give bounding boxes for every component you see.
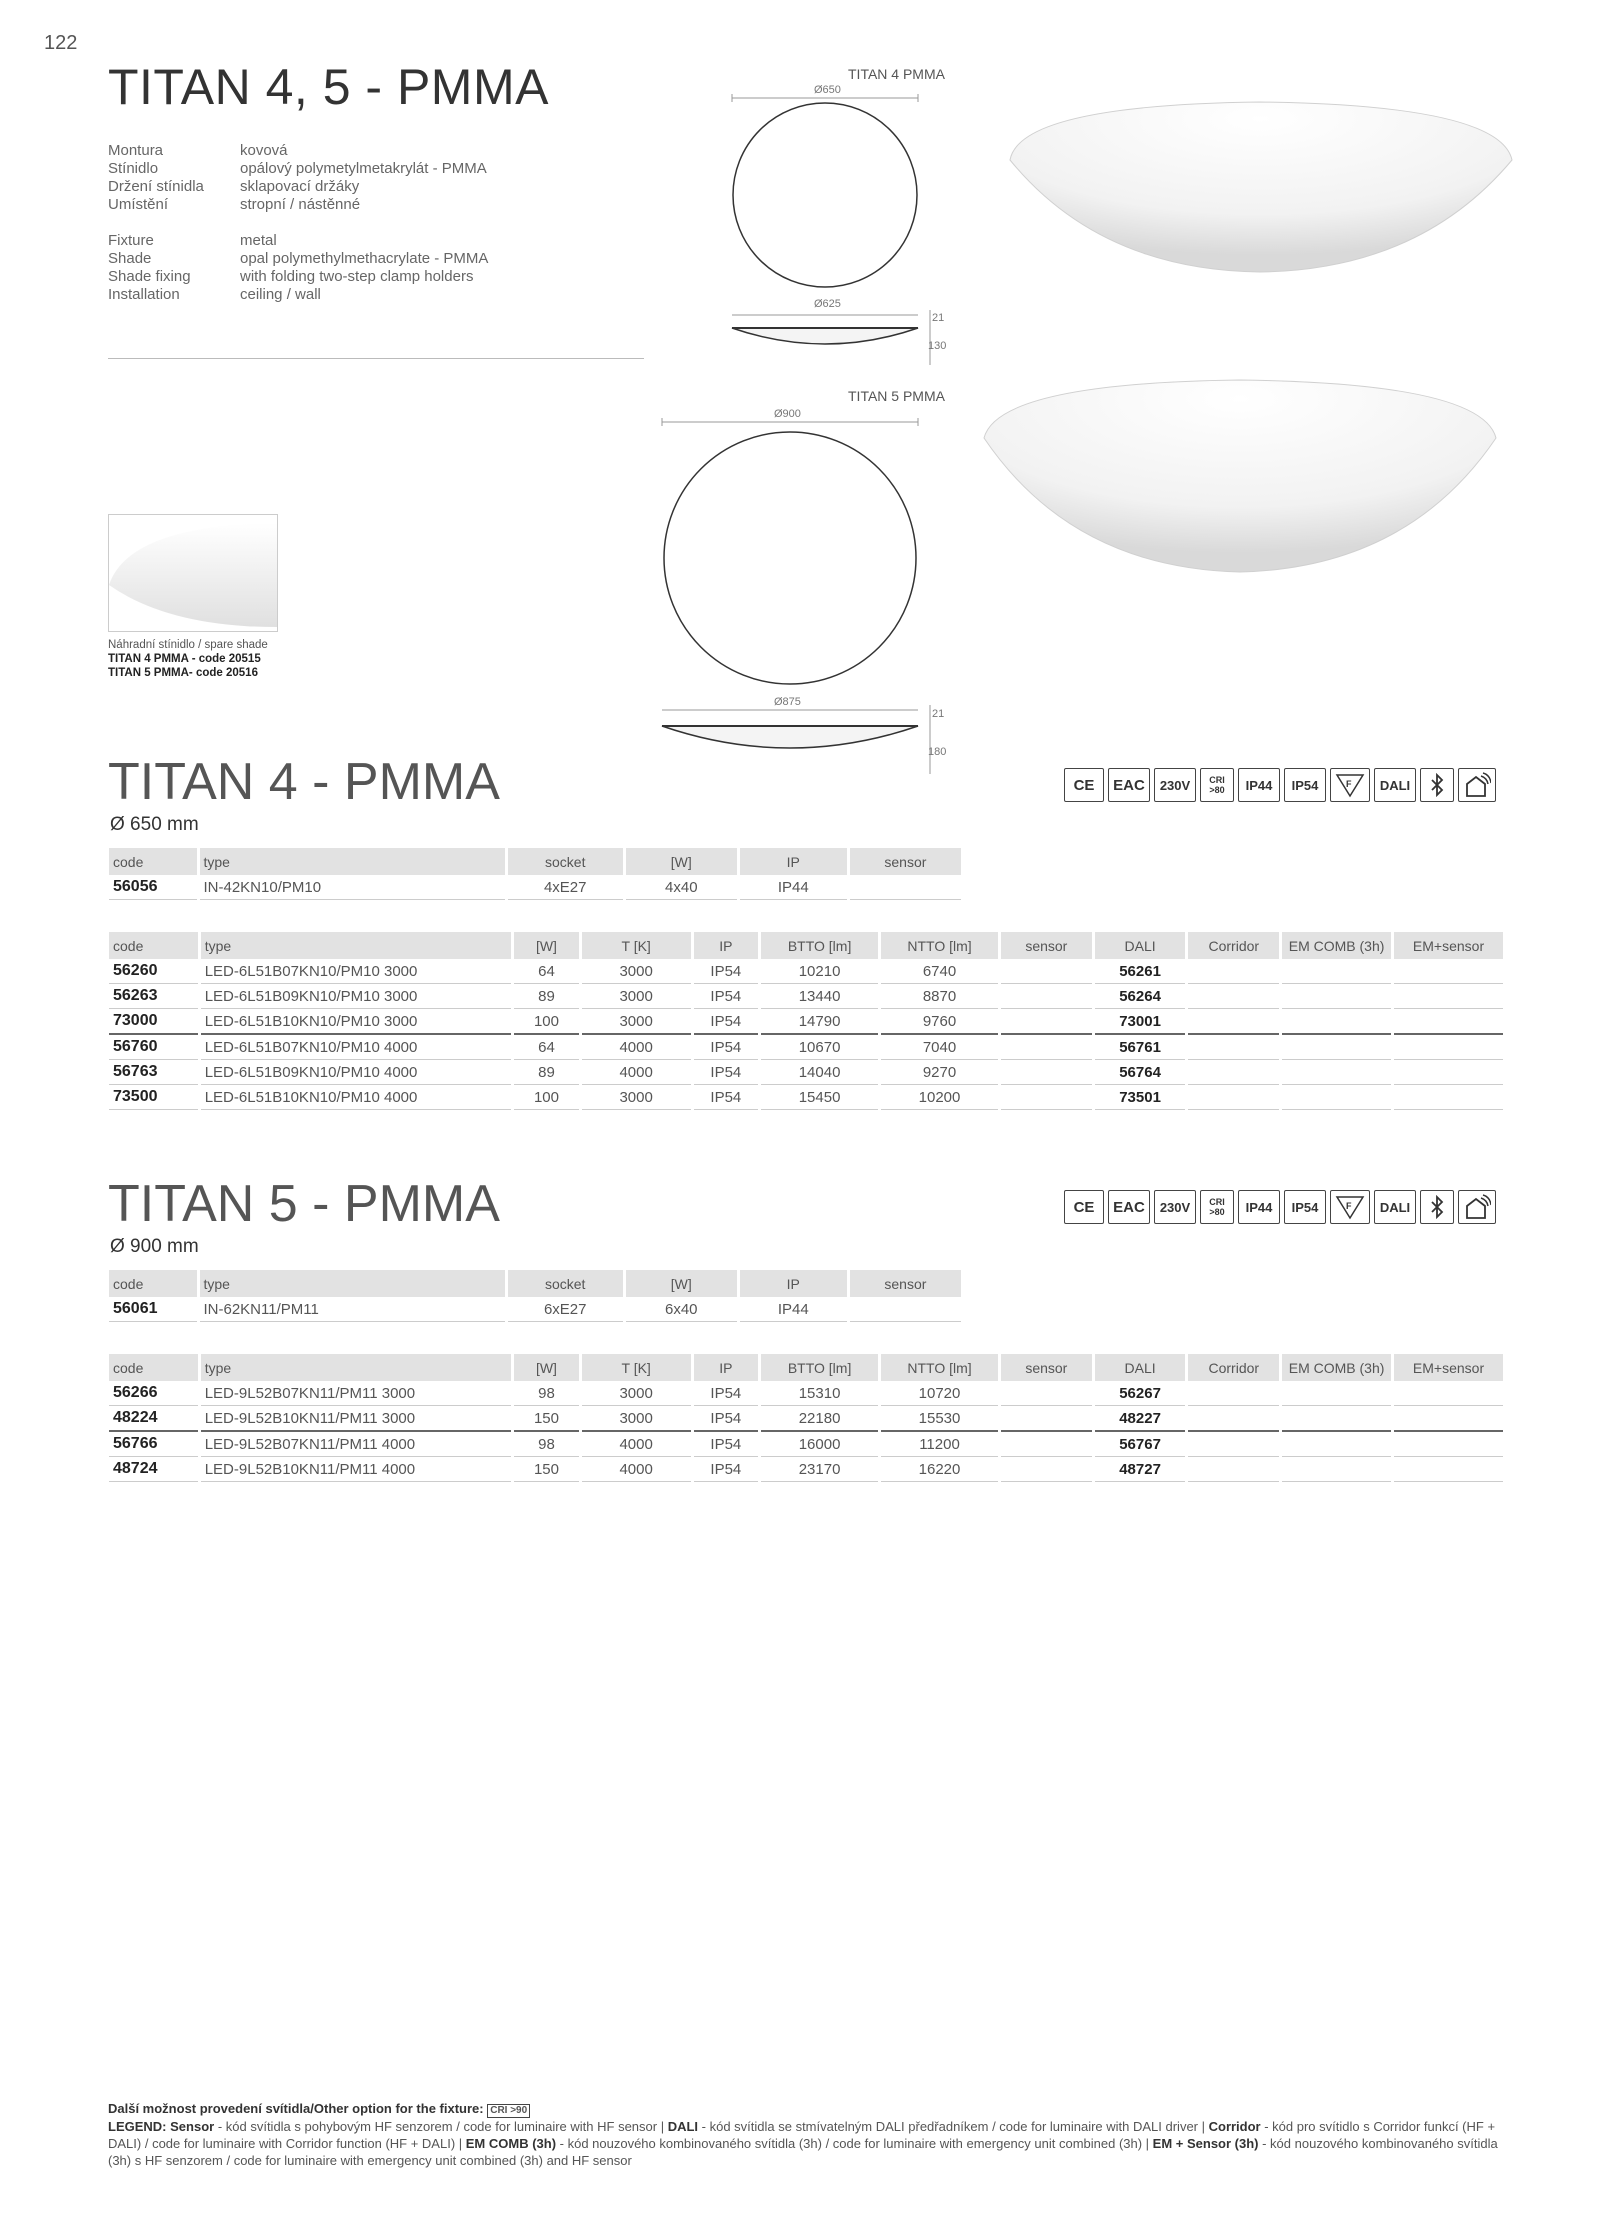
- cell-sensor: [1001, 1406, 1092, 1432]
- smart-home-glyph: [1463, 772, 1491, 798]
- cell-sensor: [1001, 1009, 1092, 1035]
- cell-emsensor: [1394, 959, 1503, 984]
- cell-corridor: [1188, 1457, 1279, 1482]
- cell-type: LED-6L51B10KN10/PM10 3000: [201, 1009, 512, 1035]
- cell-watt: 98: [514, 1432, 579, 1457]
- cell-corridor: [1188, 1406, 1279, 1432]
- cell-code: 56266: [109, 1381, 198, 1406]
- ip44-icon: IP44: [1238, 1190, 1280, 1224]
- dali-icon: DALI: [1374, 768, 1416, 802]
- titan4-top-dimension: Ø650: [814, 84, 841, 96]
- col-header: sensor: [850, 1270, 961, 1297]
- other-option-label: Další možnost provedení svítidla/Other option for the fixture:: [108, 2101, 484, 2116]
- cell-type: LED-6L51B09KN10/PM10 4000: [201, 1060, 512, 1085]
- col-header: [W]: [626, 848, 737, 875]
- cell-ip: IP44: [740, 1297, 847, 1322]
- cell-sensor: [1001, 959, 1092, 984]
- voltage-230v-icon: 230V: [1154, 768, 1196, 802]
- col-header: IP: [694, 932, 759, 959]
- table-header-row: [109, 932, 1503, 959]
- cell-ip: IP44: [740, 875, 847, 900]
- cell-temperature: 3000: [582, 1381, 691, 1406]
- cell-dali: 56264: [1095, 984, 1186, 1009]
- col-header: type: [200, 848, 505, 875]
- cell-ip: IP54: [694, 1060, 759, 1085]
- cell-corridor: [1188, 1381, 1279, 1406]
- cell-ntto: 11200: [881, 1432, 998, 1457]
- cell-ip: IP54: [694, 1381, 759, 1406]
- titan5-side-outline: [662, 726, 918, 748]
- col-header: DALI: [1095, 932, 1186, 959]
- cell-corridor: [1188, 984, 1279, 1009]
- cell-dali: 73501: [1095, 1085, 1186, 1110]
- cell-btto: 15450: [761, 1085, 878, 1110]
- technical-drawings: [640, 60, 960, 780]
- cell-temperature: 3000: [582, 1406, 691, 1432]
- cell-code: 56056: [109, 875, 197, 900]
- cell-type: LED-6L51B07KN10/PM10 3000: [201, 959, 512, 984]
- col-header: code: [109, 848, 197, 875]
- cell-emsensor: [1394, 1085, 1503, 1110]
- table-row: [109, 875, 961, 900]
- ce-icon: CE: [1064, 1190, 1104, 1224]
- spec-key: Stínidlo: [108, 160, 159, 177]
- col-header: [W]: [514, 932, 579, 959]
- page-number: 122: [44, 32, 78, 54]
- page-title: TITAN 4, 5 - PMMA: [108, 59, 549, 115]
- spec-value: opálový polymetylmetakrylát - PMMA: [240, 160, 487, 177]
- table-header-row: [109, 1354, 1503, 1381]
- titan5-side-dimension: Ø875: [774, 696, 801, 708]
- cell-emsensor: [1394, 984, 1503, 1009]
- cell-watt: 4x40: [626, 875, 737, 900]
- cell-corridor: [1188, 959, 1279, 984]
- table-row: [109, 1297, 961, 1322]
- spec-value: stropní / nástěnné: [240, 196, 361, 213]
- cell-watt: 100: [514, 1085, 579, 1110]
- titan4-classic-table: [106, 848, 964, 900]
- cell-watt: 98: [514, 1381, 579, 1406]
- legend-sensor-text: - kód svítidla s pohybovým HF senzorem / code for luminaire with HF sensor |: [214, 2119, 668, 2134]
- cell-dali: 56761: [1095, 1035, 1186, 1060]
- cell-emsensor: [1394, 1432, 1503, 1457]
- cell-ip: IP54: [694, 984, 759, 1009]
- cell-type: LED-6L51B07KN10/PM10 4000: [201, 1035, 512, 1060]
- spec-value: with folding two-step clamp holders: [240, 268, 474, 285]
- cell-emsensor: [1394, 1381, 1503, 1406]
- col-header: EM COMB (3h): [1282, 932, 1391, 959]
- table-row: [109, 1381, 1503, 1406]
- cell-ip: IP54: [694, 1009, 759, 1035]
- cri-90-icon: CRI >90: [487, 2104, 530, 2118]
- cell-dali: 56261: [1095, 959, 1186, 984]
- spare-shade-image: [108, 514, 278, 632]
- cri-80-icon: CRI >80: [1200, 768, 1234, 802]
- titan5-shade: [984, 380, 1496, 572]
- col-header: T [K]: [582, 932, 691, 959]
- cell-socket: 6xE27: [508, 1297, 623, 1322]
- cell-sensor: [1001, 1381, 1092, 1406]
- ip54-icon: IP54: [1284, 768, 1326, 802]
- certification-icons: [1064, 1190, 1496, 1224]
- col-header: code: [109, 1354, 198, 1381]
- table-row: [109, 959, 1503, 984]
- cell-ip: IP54: [694, 1406, 759, 1432]
- cell-sensor: [1001, 1432, 1092, 1457]
- f-triangle-shape: [1335, 772, 1365, 798]
- f-mark-icon: [1330, 1190, 1370, 1224]
- col-header: IP: [694, 1354, 759, 1381]
- legend-emsensor-label: EM + Sensor (3h): [1152, 2136, 1259, 2151]
- spec-value: opal polymethylmethacrylate - PMMA: [240, 250, 489, 267]
- cell-dali: 56267: [1095, 1381, 1186, 1406]
- cell-watt: 64: [514, 959, 579, 984]
- cell-corridor: [1188, 1009, 1279, 1035]
- col-header: socket: [508, 1270, 623, 1297]
- col-header: type: [201, 1354, 512, 1381]
- col-header: sensor: [850, 848, 961, 875]
- cell-corridor: [1188, 1432, 1279, 1457]
- cell-ntto: 10200: [881, 1085, 998, 1110]
- titan5-diameter: Ø 900 mm: [110, 1236, 199, 1257]
- ce-icon: CE: [1064, 768, 1104, 802]
- spec-key: Umístění: [108, 196, 169, 213]
- cell-emcomb: [1282, 959, 1391, 984]
- cell-dali: 73001: [1095, 1009, 1186, 1035]
- spec-value: ceiling / wall: [240, 286, 321, 303]
- cell-dali: 56767: [1095, 1432, 1186, 1457]
- ip44-icon: IP44: [1238, 768, 1280, 802]
- spec-value: kovová: [240, 142, 288, 159]
- cri-80-icon: CRI >80: [1200, 1190, 1234, 1224]
- legend-emsensor-text: - kód nouzového kombinovaného svítidla (3h) s HF senzorem / code for luminaire with emergency unit combined (3h) and HF sensor: [108, 2136, 1498, 2168]
- col-header: EM+sensor: [1394, 1354, 1503, 1381]
- cell-btto: 23170: [761, 1457, 878, 1482]
- col-header: NTTO [lm]: [881, 932, 998, 959]
- spec-key: Shade fixing: [108, 268, 191, 285]
- specs: [108, 142, 488, 304]
- cell-sensor: [850, 1297, 961, 1322]
- cell-dali: 48727: [1095, 1457, 1186, 1482]
- certification-icons: [1064, 768, 1496, 802]
- col-header: [W]: [626, 1270, 737, 1297]
- titan4-diameter: Ø 650 mm: [110, 814, 199, 835]
- legend-emcomb-label: EM COMB (3h): [465, 2136, 557, 2151]
- cell-code: 48224: [109, 1406, 198, 1432]
- cell-emcomb: [1282, 1406, 1391, 1432]
- cell-ip: IP54: [694, 1035, 759, 1060]
- cell-btto: 15310: [761, 1381, 878, 1406]
- spare-shade-drawing: [109, 515, 277, 631]
- cell-watt: 150: [514, 1406, 579, 1432]
- cell-sensor: [1001, 1085, 1092, 1110]
- cell-code: 56061: [109, 1297, 197, 1322]
- table-header-row: [109, 848, 961, 875]
- smart-home-glyph: [1463, 1194, 1491, 1220]
- legend-emcomb-text: - kód nouzového kombinovaného svítidla (3h) / code for luminaire with emergency unit combined (3h) |: [556, 2136, 1153, 2151]
- cell-type: LED-6L51B10KN10/PM10 4000: [201, 1085, 512, 1110]
- cell-btto: 13440: [761, 984, 878, 1009]
- dali-icon: DALI: [1374, 1190, 1416, 1224]
- cell-ntto: 6740: [881, 959, 998, 984]
- cell-ntto: 9270: [881, 1060, 998, 1085]
- col-header: sensor: [1001, 932, 1092, 959]
- cell-code: 73500: [109, 1085, 198, 1110]
- f-triangle-shape: [1335, 1194, 1365, 1220]
- cell-btto: 14790: [761, 1009, 878, 1035]
- titan4-led-table: [106, 932, 1506, 1110]
- col-header: IP: [740, 1270, 847, 1297]
- table-row: [109, 1035, 1503, 1060]
- titan4-title: TITAN 4 - PMMA: [108, 753, 500, 811]
- cell-socket: 4xE27: [508, 875, 623, 900]
- titan4-top-outline: [733, 103, 917, 287]
- titan4-drawing-label: TITAN 4 PMMA: [848, 66, 945, 82]
- col-header: IP: [740, 848, 847, 875]
- spare-shade-fill: [109, 523, 277, 627]
- cell-emcomb: [1282, 984, 1391, 1009]
- table-row: [109, 1457, 1503, 1482]
- titan5-drawing-label: TITAN 5 PMMA: [848, 388, 945, 404]
- legend-dali-label: DALI: [667, 2119, 699, 2134]
- titan4-side-outline: [732, 328, 918, 344]
- cell-emsensor: [1394, 1009, 1503, 1035]
- cell-emsensor: [1394, 1406, 1503, 1432]
- titan5-height1: 21: [932, 708, 945, 720]
- titan5-classic-table: [106, 1270, 964, 1322]
- col-header: DALI: [1095, 1354, 1186, 1381]
- titan4-side-dimension: Ø625: [814, 298, 841, 310]
- cell-type: LED-9L52B10KN11/PM11 4000: [201, 1457, 512, 1482]
- cell-emcomb: [1282, 1381, 1391, 1406]
- col-header: Corridor: [1188, 932, 1279, 959]
- cell-btto: 10210: [761, 959, 878, 984]
- table-row: [109, 1432, 1503, 1457]
- cell-emcomb: [1282, 1457, 1391, 1482]
- bluetooth-icon: [1420, 1190, 1454, 1224]
- cell-watt: 100: [514, 1009, 579, 1035]
- cell-ntto: 10720: [881, 1381, 998, 1406]
- cell-ntto: 15530: [881, 1406, 998, 1432]
- eac-icon: EAC: [1108, 768, 1150, 802]
- cell-emcomb: [1282, 1085, 1391, 1110]
- cell-temperature: 4000: [582, 1457, 691, 1482]
- table-row: [109, 1085, 1503, 1110]
- cell-watt: 89: [514, 984, 579, 1009]
- cell-watt: 6x40: [626, 1297, 737, 1322]
- spare-shade-text: [108, 638, 268, 680]
- cell-ntto: 9760: [881, 1009, 998, 1035]
- cell-code: 56260: [109, 959, 198, 984]
- spec-key: Fixture: [108, 232, 154, 249]
- col-header: EM+sensor: [1394, 932, 1503, 959]
- cell-code: 56766: [109, 1432, 198, 1457]
- divider: [108, 358, 644, 359]
- cell-temperature: 3000: [582, 1009, 691, 1035]
- eac-icon: EAC: [1108, 1190, 1150, 1224]
- col-header: EM COMB (3h): [1282, 1354, 1391, 1381]
- cell-watt: 89: [514, 1060, 579, 1085]
- bluetooth-icon: [1420, 768, 1454, 802]
- titan4-shade: [1010, 102, 1512, 272]
- cell-type: IN-62KN11/PM11: [200, 1297, 505, 1322]
- spec-key: Shade: [108, 250, 152, 267]
- spec-key: Montura: [108, 142, 164, 159]
- spare-line: TITAN 5 PMMA- code 20516: [108, 667, 258, 679]
- titan5-top-outline: [664, 432, 916, 684]
- spec-key: Installation: [108, 286, 180, 303]
- legend-label: LEGEND:: [108, 2119, 167, 2134]
- cell-sensor: [1001, 1035, 1092, 1060]
- cell-ip: IP54: [694, 1085, 759, 1110]
- bluetooth-glyph: [1429, 1195, 1445, 1219]
- legend-dali-text: - kód svítidla se stmívatelným DALI předřadníkem / code for luminaire with DALI driver |: [698, 2119, 1209, 2134]
- table-row: [109, 984, 1503, 1009]
- titan5-product-image: [978, 378, 1498, 578]
- f-mark-letter: F: [1346, 779, 1352, 789]
- voltage-230v-icon: 230V: [1154, 1190, 1196, 1224]
- table-row: [109, 1009, 1503, 1035]
- cell-code: 56263: [109, 984, 198, 1009]
- cell-sensor: [850, 875, 961, 900]
- titan4-height1: 21: [932, 312, 945, 324]
- cell-emsensor: [1394, 1060, 1503, 1085]
- cell-btto: 10670: [761, 1035, 878, 1060]
- cell-corridor: [1188, 1060, 1279, 1085]
- cell-ntto: 8870: [881, 984, 998, 1009]
- cell-corridor: [1188, 1085, 1279, 1110]
- titan5-title: TITAN 5 - PMMA: [108, 1175, 500, 1233]
- titan4-height2: 130: [928, 340, 947, 352]
- cell-type: IN-42KN10/PM10: [200, 875, 505, 900]
- titan4-product-image: [1000, 100, 1520, 280]
- col-header: NTTO [lm]: [881, 1354, 998, 1381]
- smart-home-icon: [1458, 768, 1496, 802]
- cell-btto: 16000: [761, 1432, 878, 1457]
- cell-dali: 56764: [1095, 1060, 1186, 1085]
- cell-emcomb: [1282, 1009, 1391, 1035]
- table-header-row: [109, 1270, 961, 1297]
- cell-sensor: [1001, 984, 1092, 1009]
- titan5-height2: 180: [928, 746, 947, 758]
- cell-sensor: [1001, 1457, 1092, 1482]
- cell-code: 48724: [109, 1457, 198, 1482]
- col-header: socket: [508, 848, 623, 875]
- col-header: code: [109, 932, 198, 959]
- cell-emsensor: [1394, 1035, 1503, 1060]
- cell-ntto: 16220: [881, 1457, 998, 1482]
- cell-temperature: 3000: [582, 1085, 691, 1110]
- cell-code: 73000: [109, 1009, 198, 1035]
- spare-line: TITAN 4 PMMA - code 20515: [108, 653, 261, 665]
- col-header: code: [109, 1270, 197, 1297]
- f-mark-letter: F: [1346, 1201, 1352, 1211]
- col-header: Corridor: [1188, 1354, 1279, 1381]
- cell-watt: 64: [514, 1035, 579, 1060]
- cell-ntto: 7040: [881, 1035, 998, 1060]
- cell-emcomb: [1282, 1035, 1391, 1060]
- cell-emsensor: [1394, 1457, 1503, 1482]
- cell-type: LED-9L52B07KN11/PM11 4000: [201, 1432, 512, 1457]
- titan5-led-table: [106, 1354, 1506, 1482]
- smart-home-icon: [1458, 1190, 1496, 1224]
- legend-corridor-label: Corridor: [1208, 2119, 1261, 2134]
- legend-sensor-label: Sensor: [170, 2119, 215, 2134]
- cell-temperature: 4000: [582, 1432, 691, 1457]
- ip54-icon: IP54: [1284, 1190, 1326, 1224]
- cell-btto: 14040: [761, 1060, 878, 1085]
- col-header: type: [201, 932, 512, 959]
- spec-value: sklapovací držáky: [240, 178, 360, 195]
- spec-value: metal: [240, 232, 277, 249]
- col-header: BTTO [lm]: [761, 1354, 878, 1381]
- footer-legend: [108, 2100, 1504, 2169]
- spare-line: Náhradní stínidlo / spare shade: [108, 639, 268, 651]
- col-header: sensor: [1001, 1354, 1092, 1381]
- cell-type: LED-9L52B10KN11/PM11 3000: [201, 1406, 512, 1432]
- col-header: [W]: [514, 1354, 579, 1381]
- cell-code: 56763: [109, 1060, 198, 1085]
- cell-btto: 22180: [761, 1406, 878, 1432]
- legend-corridor-text: - kód pro svítidlo s Corridor funkcí (HF + DALI) / code for luminaire with Corridor function (HF + DALI) |: [108, 2119, 1496, 2151]
- spec-key: Držení stínidla: [108, 178, 204, 195]
- f-mark-icon: [1330, 768, 1370, 802]
- cell-temperature: 3000: [582, 959, 691, 984]
- col-header: BTTO [lm]: [761, 932, 878, 959]
- cell-dali: 48227: [1095, 1406, 1186, 1432]
- cell-type: LED-9L52B07KN11/PM11 3000: [201, 1381, 512, 1406]
- cell-code: 56760: [109, 1035, 198, 1060]
- cell-ip: IP54: [694, 1432, 759, 1457]
- cell-type: LED-6L51B09KN10/PM10 3000: [201, 984, 512, 1009]
- cell-temperature: 4000: [582, 1060, 691, 1085]
- bluetooth-glyph: [1429, 773, 1445, 797]
- cell-watt: 150: [514, 1457, 579, 1482]
- cell-sensor: [1001, 1060, 1092, 1085]
- col-header: T [K]: [582, 1354, 691, 1381]
- cell-temperature: 3000: [582, 984, 691, 1009]
- titan5-top-dimension: Ø900: [774, 408, 801, 420]
- cell-emcomb: [1282, 1060, 1391, 1085]
- cell-temperature: 4000: [582, 1035, 691, 1060]
- cell-ip: IP54: [694, 1457, 759, 1482]
- table-row: [109, 1060, 1503, 1085]
- table-row: [109, 1406, 1503, 1432]
- cell-emcomb: [1282, 1432, 1391, 1457]
- col-header: type: [200, 1270, 505, 1297]
- cell-corridor: [1188, 1035, 1279, 1060]
- cell-ip: IP54: [694, 959, 759, 984]
